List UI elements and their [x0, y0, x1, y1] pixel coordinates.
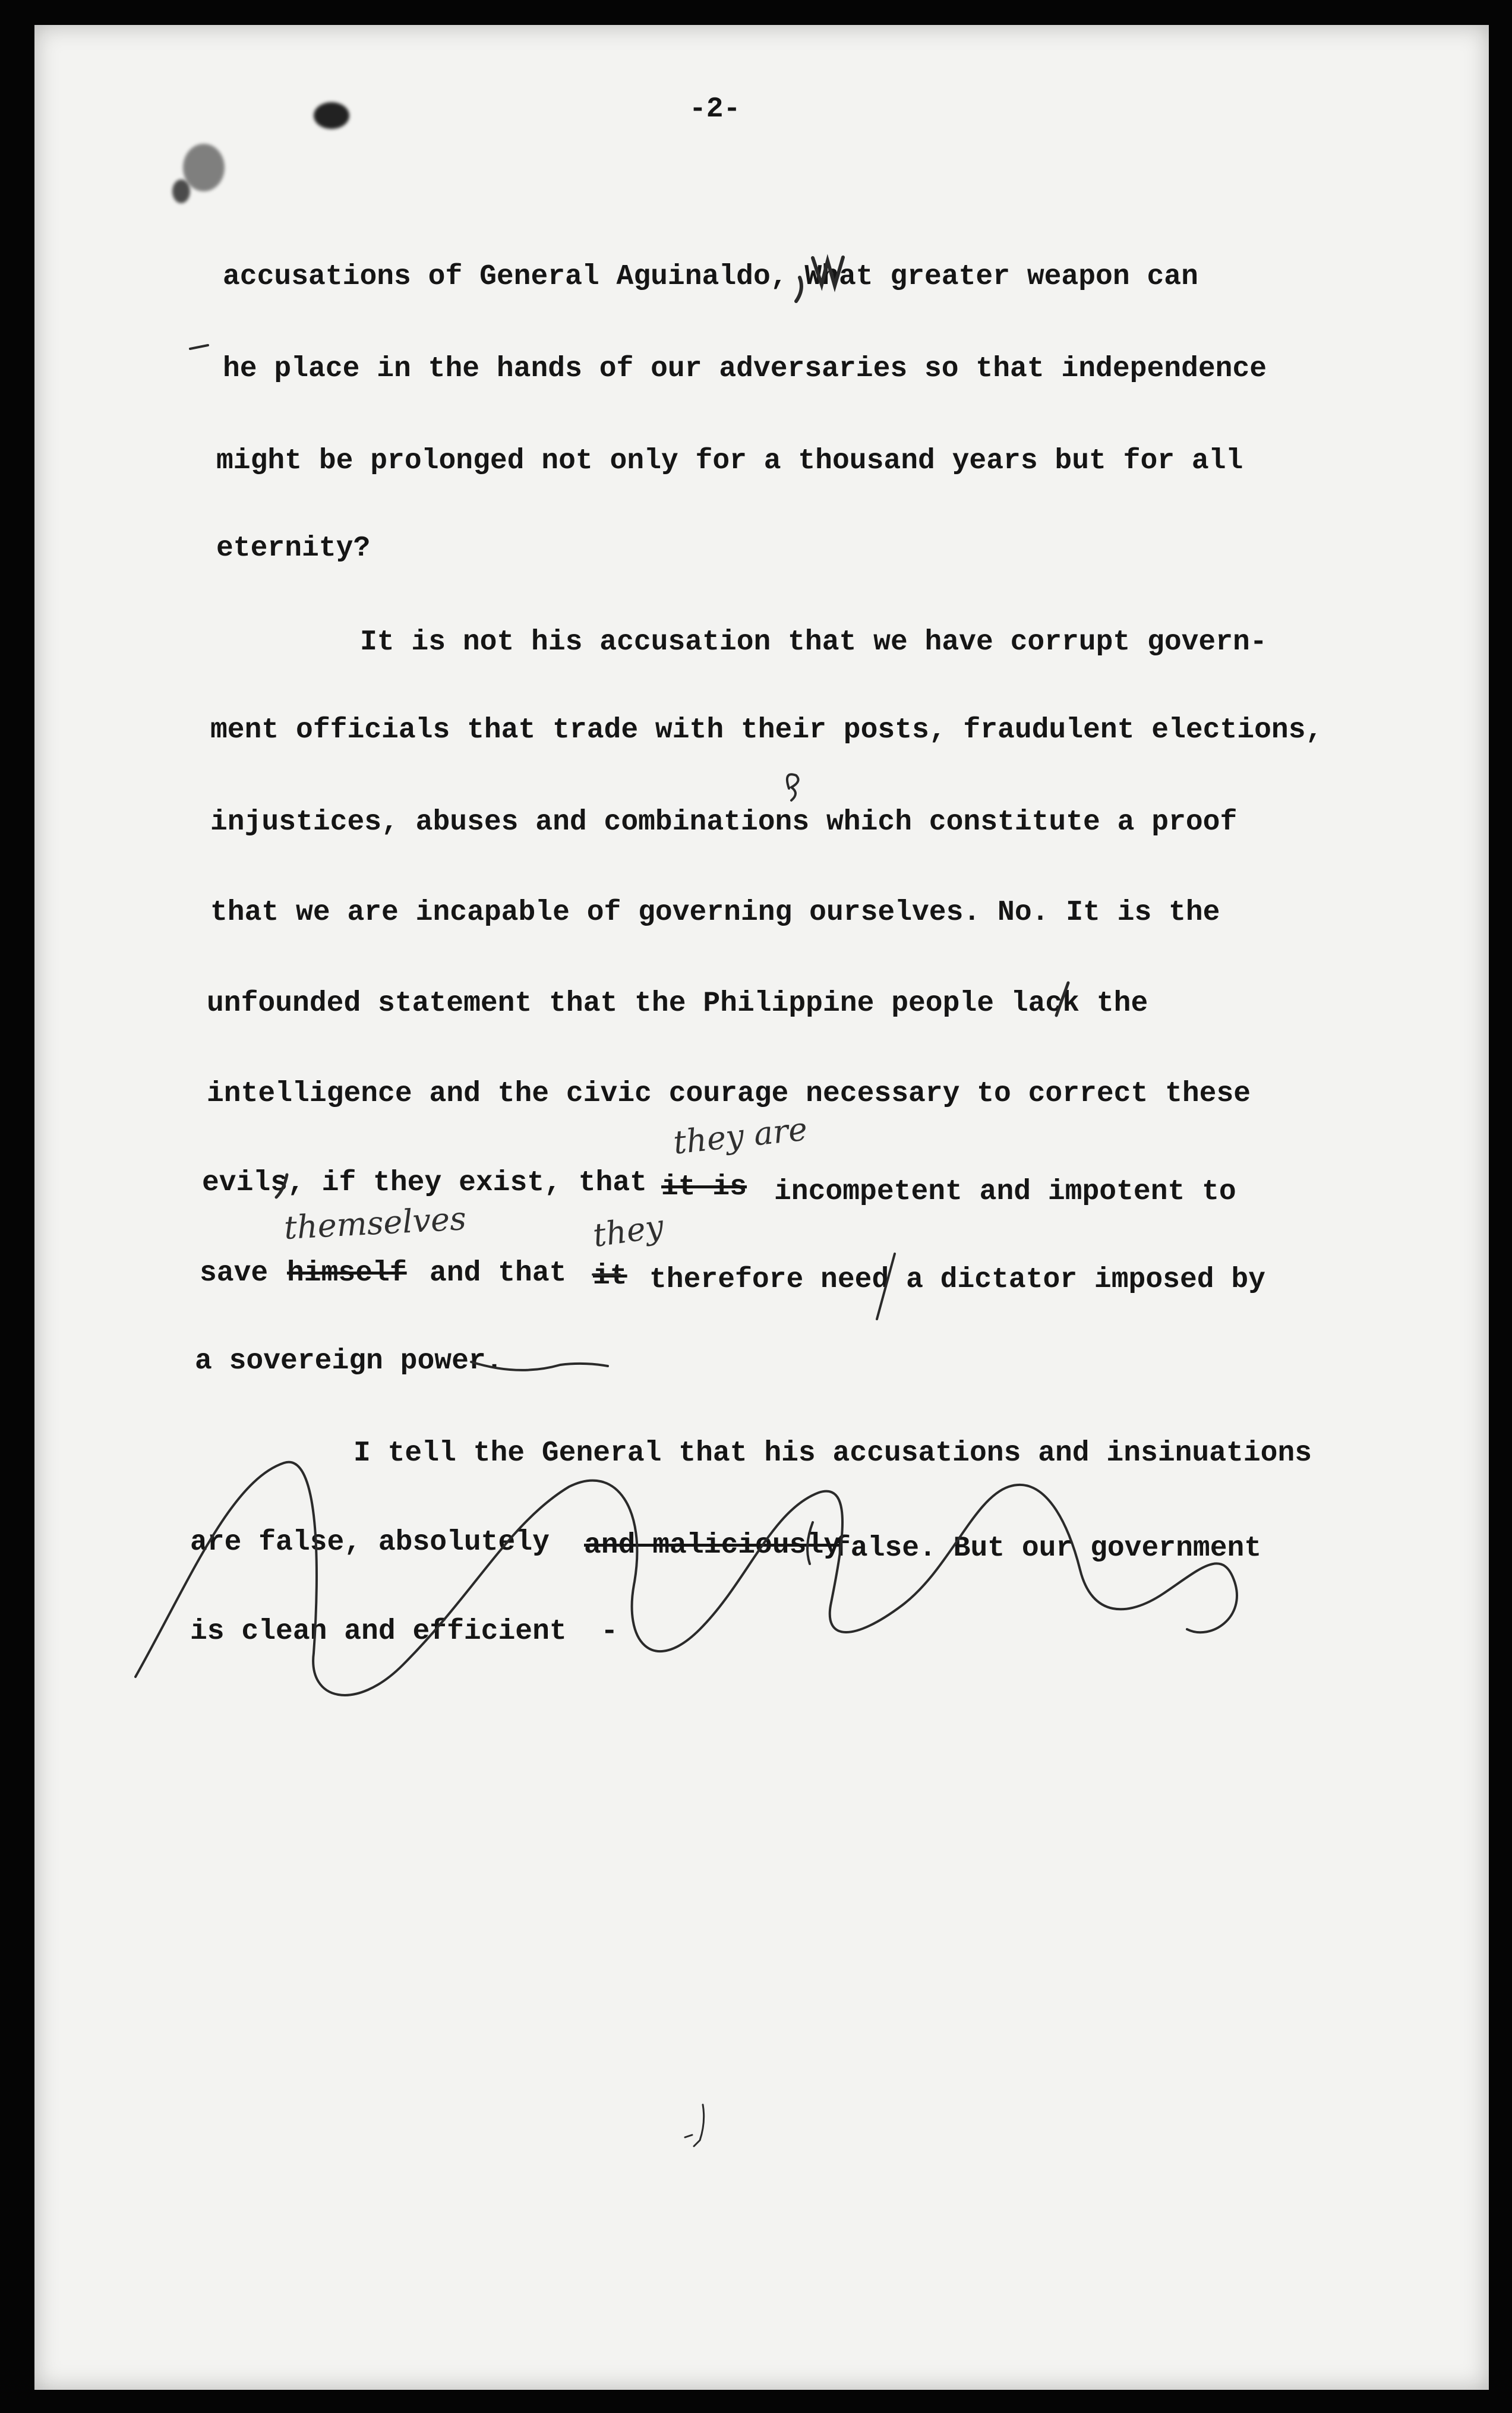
text-line-15a: are false, absolutely	[190, 1526, 550, 1559]
text-line-15b: false. But our government	[834, 1532, 1262, 1564]
text-line-11b: incompetent and impotent to	[774, 1176, 1236, 1208]
pen-marks	[34, 25, 1489, 2390]
text-line-12b: and that	[430, 1257, 567, 1289]
text-line-9: unfounded statement that the Philippine people lack the	[207, 988, 1148, 1020]
text-line-2: he place in the hands of our adversaries so that independence	[223, 353, 1267, 385]
text-line-11a: evils, if they exist, that	[202, 1167, 647, 1199]
text-line-14: I tell the General that his accusations and insinuations	[353, 1437, 1312, 1469]
struck-and-maliciously: and maliciously	[584, 1529, 841, 1562]
struck-it: it	[593, 1260, 627, 1292]
text-line-16: is clean and efficient -	[190, 1616, 618, 1648]
text-line-8: that we are incapable of governing ourselves. No. It is the	[210, 897, 1220, 929]
page-number: -2-	[689, 93, 741, 125]
struck-it-is: it is	[661, 1171, 747, 1203]
handwritten-themselves: themselves	[283, 1200, 468, 1247]
text-line-1: accusations of General Aguinaldo, What greater weapon can	[223, 261, 1198, 293]
document-page	[34, 25, 1489, 2390]
text-line-3: might be prolonged not only for a thousand years but for all	[216, 445, 1243, 477]
text-line-12c: therefore need a dictator imposed by	[649, 1264, 1265, 1296]
text-line-7: injustices, abuses and combinations which constitute a proof	[210, 806, 1238, 838]
text-line-4: eternity?	[216, 532, 371, 564]
text-line-13: a sovereign power.	[195, 1345, 503, 1377]
text-line-12a: save	[200, 1257, 269, 1289]
text-line-6: ment officials that trade with their posts, fraudulent elections,	[210, 714, 1323, 746]
text-line-10: intelligence and the civic courage necessary to correct these	[207, 1078, 1251, 1110]
struck-himself: himself	[287, 1257, 407, 1289]
text-line-5: It is not his accusation that we have corrupt govern-	[360, 626, 1267, 658]
handwritten-they-are: they are	[671, 1110, 809, 1162]
handwritten-they: they	[591, 1207, 666, 1254]
